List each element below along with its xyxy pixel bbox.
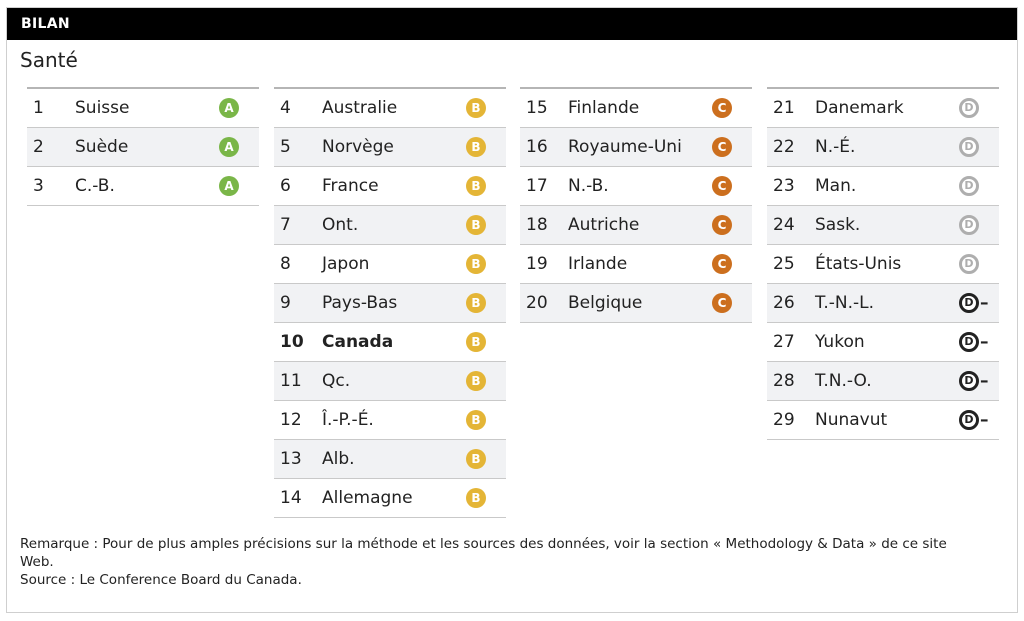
grade-d-icon: D <box>959 215 979 235</box>
ranking-row <box>767 206 999 245</box>
ranking-column-4 <box>767 87 999 440</box>
rank-number: 4 <box>280 98 291 118</box>
ranking-row <box>27 128 259 167</box>
grade-a-icon: A <box>219 137 239 157</box>
jurisdiction-name: Royaume-Uni <box>568 137 682 157</box>
jurisdiction-name: C.-B. <box>75 176 115 196</box>
grade-d-icon: D <box>959 176 979 196</box>
ranking-column-2 <box>274 87 506 518</box>
ranking-row <box>520 245 752 284</box>
grade-minus-sign: – <box>980 371 989 391</box>
rank-number: 23 <box>773 176 795 196</box>
jurisdiction-name: Irlande <box>568 254 628 274</box>
ranking-row <box>274 479 506 518</box>
rank-number: 11 <box>280 371 302 391</box>
grade-minus-sign: – <box>980 410 989 430</box>
grade-d-icon: D <box>959 254 979 274</box>
ranking-row <box>274 245 506 284</box>
ranking-row <box>274 206 506 245</box>
rank-number: 24 <box>773 215 795 235</box>
jurisdiction-name: N.-B. <box>568 176 609 196</box>
rank-number: 25 <box>773 254 795 274</box>
grade-b-icon: B <box>466 254 486 274</box>
ranking-row <box>520 167 752 206</box>
grade-b-icon: B <box>466 488 486 508</box>
rank-number: 17 <box>526 176 548 196</box>
grade-d-minus-icon: D <box>959 293 979 313</box>
grade-d-minus-icon: D <box>959 371 979 391</box>
rank-number: 29 <box>773 410 795 430</box>
ranking-row <box>767 245 999 284</box>
ranking-row <box>274 362 506 401</box>
grade-d-icon: D <box>959 98 979 118</box>
rank-number: 2 <box>33 137 44 157</box>
grade-b-icon: B <box>466 371 486 391</box>
rank-number: 26 <box>773 293 795 313</box>
jurisdiction-name: Norvège <box>322 137 394 157</box>
jurisdiction-name: États-Unis <box>815 254 902 274</box>
rank-number: 6 <box>280 176 291 196</box>
ranking-column-1 <box>27 87 259 206</box>
jurisdiction-name: Australie <box>322 98 398 118</box>
remark-note: Remarque : Pour de plus amples précisions sur la méthode et les sources des données, voir la section « Methodology & Data » de ce site Web. <box>20 536 947 570</box>
grade-b-icon: B <box>466 215 486 235</box>
grade-a-icon: A <box>219 176 239 196</box>
jurisdiction-name: France <box>322 176 379 196</box>
grade-b-icon: B <box>466 176 486 196</box>
ranking-column-3 <box>520 87 752 323</box>
rank-number: 3 <box>33 176 44 196</box>
ranking-row <box>767 323 999 362</box>
grade-b-icon: B <box>466 98 486 118</box>
grade-minus-sign: – <box>980 293 989 313</box>
rank-number: 14 <box>280 488 302 508</box>
ranking-row <box>767 284 999 323</box>
ranking-row <box>520 128 752 167</box>
grade-d-minus-icon: D <box>959 332 979 352</box>
rank-number: 16 <box>526 137 548 157</box>
rank-number: 20 <box>526 293 548 313</box>
jurisdiction-name: Alb. <box>322 449 355 469</box>
rank-number: 27 <box>773 332 795 352</box>
ranking-row <box>520 206 752 245</box>
grade-d-icon: D <box>959 137 979 157</box>
jurisdiction-name: Autriche <box>568 215 640 235</box>
grade-c-icon: C <box>712 254 732 274</box>
jurisdiction-name: Allemagne <box>322 488 413 508</box>
rank-number: 21 <box>773 98 795 118</box>
grade-b-icon: B <box>466 293 486 313</box>
jurisdiction-name: Japon <box>322 254 370 274</box>
rank-number: 19 <box>526 254 548 274</box>
ranking-row <box>767 128 999 167</box>
jurisdiction-name: Finlande <box>568 98 640 118</box>
grade-minus-sign: – <box>980 332 989 352</box>
ranking-row <box>274 128 506 167</box>
grade-c-icon: C <box>712 215 732 235</box>
source-note: Source : Le Conference Board du Canada. <box>20 572 302 588</box>
rank-number: 1 <box>33 98 44 118</box>
jurisdiction-name: Nunavut <box>815 410 888 430</box>
ranking-row <box>27 89 259 128</box>
rank-number: 10 <box>280 332 304 352</box>
grade-c-icon: C <box>712 176 732 196</box>
rank-number: 28 <box>773 371 795 391</box>
grade-b-icon: B <box>466 332 486 352</box>
ranking-row <box>274 167 506 206</box>
page-title: Santé <box>20 48 78 72</box>
rank-number: 7 <box>280 215 291 235</box>
jurisdiction-name: Suisse <box>75 98 130 118</box>
jurisdiction-name: Î.-P.-É. <box>322 410 374 430</box>
rank-number: 13 <box>280 449 302 469</box>
rank-number: 18 <box>526 215 548 235</box>
grade-b-icon: B <box>466 410 486 430</box>
panel-header: BILAN <box>7 8 1017 40</box>
jurisdiction-name: Man. <box>815 176 857 196</box>
ranking-row <box>274 440 506 479</box>
ranking-row <box>767 401 999 440</box>
grade-b-icon: B <box>466 449 486 469</box>
ranking-row <box>274 284 506 323</box>
rank-number: 22 <box>773 137 795 157</box>
jurisdiction-name: Belgique <box>568 293 643 313</box>
footnotes <box>20 535 980 589</box>
ranking-row <box>274 89 506 128</box>
grade-c-icon: C <box>712 137 732 157</box>
jurisdiction-name: Danemark <box>815 98 904 118</box>
jurisdiction-name: Ont. <box>322 215 359 235</box>
ranking-row <box>274 323 506 362</box>
jurisdiction-name: Sask. <box>815 215 861 235</box>
rank-number: 15 <box>526 98 548 118</box>
rank-number: 9 <box>280 293 291 313</box>
grade-d-minus-icon: D <box>959 410 979 430</box>
grade-a-icon: A <box>219 98 239 118</box>
jurisdiction-name: Qc. <box>322 371 351 391</box>
jurisdiction-name: Pays-Bas <box>322 293 398 313</box>
rank-number: 12 <box>280 410 302 430</box>
ranking-row <box>767 362 999 401</box>
ranking-row <box>520 89 752 128</box>
rank-number: 5 <box>280 137 291 157</box>
rank-number: 8 <box>280 254 291 274</box>
ranking-row <box>274 401 506 440</box>
grade-c-icon: C <box>712 98 732 118</box>
jurisdiction-name: N.-É. <box>815 137 856 157</box>
ranking-row <box>520 284 752 323</box>
grade-b-icon: B <box>466 137 486 157</box>
ranking-row <box>27 167 259 206</box>
jurisdiction-name: T.N.-O. <box>815 371 872 391</box>
jurisdiction-name: Suède <box>75 137 129 157</box>
ranking-row <box>767 167 999 206</box>
ranking-row <box>767 89 999 128</box>
jurisdiction-name: Yukon <box>815 332 865 352</box>
jurisdiction-name: T.-N.-L. <box>815 293 875 313</box>
grade-c-icon: C <box>712 293 732 313</box>
jurisdiction-name: Canada <box>322 332 394 352</box>
